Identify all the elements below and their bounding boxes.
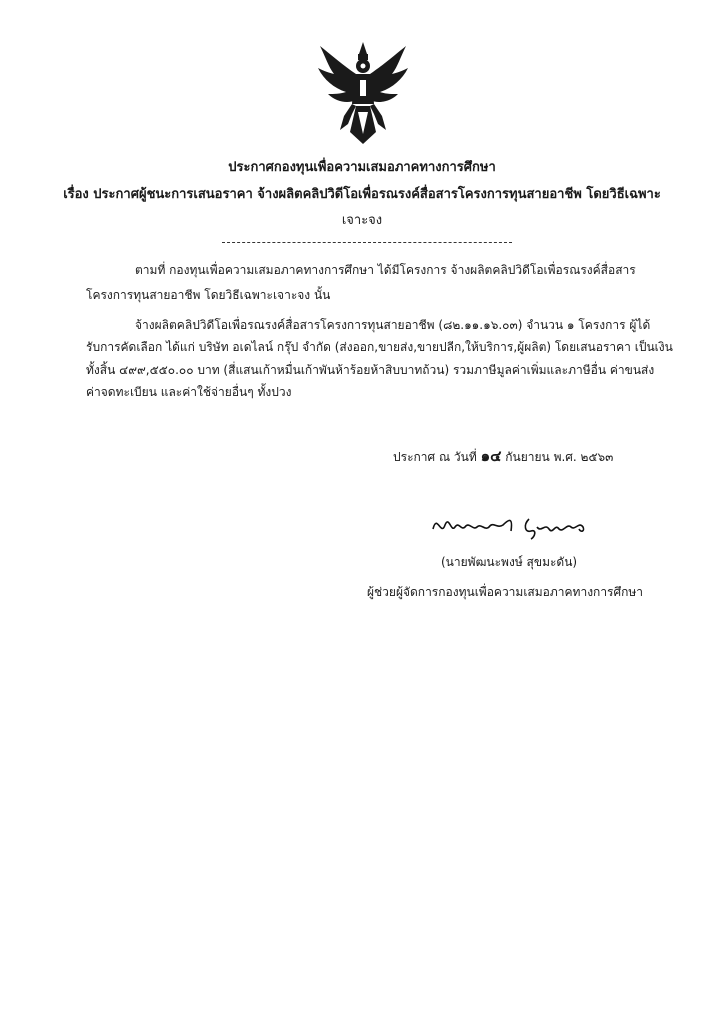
subject-heading-continued: เจาะจง	[341, 213, 383, 228]
announcement-date	[393, 444, 613, 468]
date-day: ๑๔	[480, 447, 502, 465]
subject-heading: เรื่อง ประกาศผู้ชนะการเสนอราคา จ้างผลิตคลิปวิดีโอเพื่อรณรงค์สื่อสารโครงการทุนสายอาชีพ โดยวิธีเฉพาะ	[63, 187, 661, 202]
handwritten-signature	[425, 507, 595, 543]
paragraph-2-line-1: จ้างผลิตคลิปวิดีโอเพื่อรณรงค์สื่อสารโครงการทุนสายอาชีพ (๘๒.๑๑.๑๖.๐๓) จำนวน ๑ โครงการ ผู้ได้	[135, 318, 651, 332]
signer-name: (นายพัฒนะพงษ์ สุขมะดัน)	[441, 555, 578, 569]
date-month-year: กันยายน พ.ศ. ๒๕๖๓	[505, 450, 614, 464]
divider-line	[222, 242, 512, 243]
signer-title: ผู้ช่วยผู้จัดการกองทุนเพื่อความเสมอภาคทางการศึกษา	[367, 585, 644, 599]
agency-heading: ประกาศกองทุนเพื่อความเสมอภาคทางการศึกษา	[228, 160, 496, 175]
paragraph-2-line-4: ค่าจดทะเบียน และค่าใช้จ่ายอื่นๆ ทั้งปวง	[86, 385, 292, 399]
paragraph-1-line-2: โครงการทุนสายอาชีพ โดยวิธีเฉพาะเจาะจง นั้น	[86, 288, 331, 302]
paragraph-2-line-2: รับการคัดเลือก ได้แก่ บริษัท อเดไลน์ กรุ๊ป จำกัด (ส่งออก,ขายส่ง,ขายปลีก,ให้บริการ,ผู้ผลิต) โดยเสนอราคา เป็นเงิน	[86, 340, 673, 354]
paragraph-1-line-1: ตามที่ กองทุนเพื่อความเสมอภาคทางการศึกษา ได้มีโครงการ จ้างผลิตคลิปวิดีโอเพื่อรณรงค์สื่อสาร	[135, 263, 636, 277]
paragraph-2-line-3: ทั้งสิ้น ๔๙๙,๕๕๐.๐๐ บาท (สี่แสนเก้าหมื่นเก้าพันห้าร้อยห้าสิบบาทถ้วน) รวมภาษีมูลค่าเพิ่มและภาษีอื่น ค่าขนส่ง	[86, 363, 655, 377]
garuda-emblem-icon	[316, 40, 410, 146]
date-prefix: ประกาศ ณ วันที่	[393, 450, 477, 464]
